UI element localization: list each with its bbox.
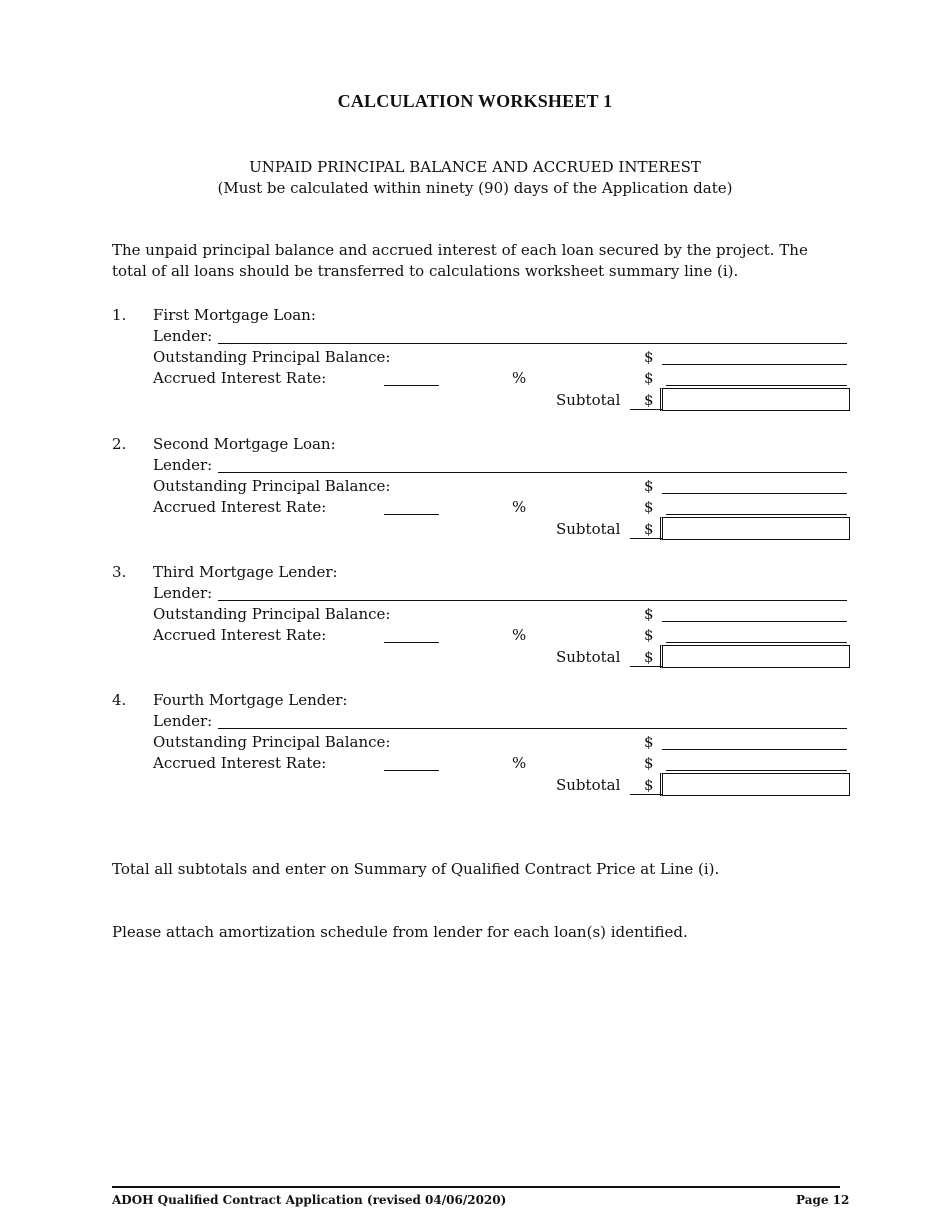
interest-amount-input-line[interactable] bbox=[666, 385, 847, 386]
interest-rate-input-line[interactable] bbox=[384, 770, 439, 771]
interest-rate-input-line[interactable] bbox=[384, 642, 439, 643]
loan-block-4 bbox=[0, 691, 950, 811]
loan-name: Fourth Mortgage Lender: bbox=[153, 691, 348, 709]
lender-label: Lender: bbox=[153, 327, 213, 345]
subtotal-underline bbox=[630, 538, 662, 539]
interest-rate-input-line[interactable] bbox=[384, 385, 439, 386]
percent-sign: % bbox=[512, 626, 527, 644]
subtotal-input-box[interactable] bbox=[660, 388, 850, 411]
principal-amount-input-line[interactable] bbox=[662, 749, 847, 750]
dollar-sign: $ bbox=[644, 348, 654, 366]
loan-number: 4. bbox=[112, 691, 127, 709]
dollar-sign: $ bbox=[644, 520, 654, 538]
accrued-interest-rate-label: Accrued Interest Rate: bbox=[153, 754, 327, 772]
loan-name: First Mortgage Loan: bbox=[153, 306, 316, 324]
outstanding-principal-label: Outstanding Principal Balance: bbox=[153, 348, 391, 366]
subtotal-input-box[interactable] bbox=[660, 517, 850, 540]
loan-block-2 bbox=[0, 435, 950, 555]
outstanding-principal-label: Outstanding Principal Balance: bbox=[153, 605, 391, 623]
percent-sign: % bbox=[512, 754, 527, 772]
dollar-sign: $ bbox=[644, 391, 654, 409]
lender-input-line[interactable] bbox=[218, 728, 847, 729]
dollar-sign: $ bbox=[644, 498, 654, 516]
outstanding-principal-label: Outstanding Principal Balance: bbox=[153, 477, 391, 495]
subtotal-label: Subtotal bbox=[556, 776, 621, 794]
principal-amount-input-line[interactable] bbox=[662, 493, 847, 494]
lender-input-line[interactable] bbox=[218, 472, 847, 473]
subtotal-input-box[interactable] bbox=[660, 645, 850, 668]
lender-label: Lender: bbox=[153, 456, 213, 474]
outstanding-principal-label: Outstanding Principal Balance: bbox=[153, 733, 391, 751]
intro-paragraph: The unpaid principal balance and accrued interest of each loan secured by the project. The total of all loans should be transferred to calculations worksheet summary line (i). bbox=[112, 241, 808, 280]
subtotal-label: Subtotal bbox=[556, 648, 621, 666]
loan-name: Second Mortgage Loan: bbox=[153, 435, 336, 453]
footer-document-title: ADOH Qualified Contract Application (revised 04/06/2020) bbox=[112, 1193, 507, 1207]
attachment-instruction: Please attach amortization schedule from lender for each loan(s) identified. bbox=[112, 923, 688, 941]
subtotal-underline bbox=[630, 794, 662, 795]
footer-rule bbox=[112, 1186, 840, 1188]
percent-sign: % bbox=[512, 498, 527, 516]
section-note: (Must be calculated within ninety (90) days of the Application date) bbox=[217, 179, 733, 197]
accrued-interest-rate-label: Accrued Interest Rate: bbox=[153, 498, 327, 516]
interest-amount-input-line[interactable] bbox=[666, 514, 847, 515]
section-subtitle: UNPAID PRINCIPAL BALANCE AND ACCRUED INTEREST bbox=[249, 158, 701, 176]
loan-number: 2. bbox=[112, 435, 127, 453]
interest-amount-input-line[interactable] bbox=[666, 770, 847, 771]
dollar-sign: $ bbox=[644, 754, 654, 772]
accrued-interest-rate-label: Accrued Interest Rate: bbox=[153, 626, 327, 644]
footer-page-number: Page 12 bbox=[796, 1193, 850, 1207]
dollar-sign: $ bbox=[644, 626, 654, 644]
loan-block-1 bbox=[0, 306, 950, 426]
interest-rate-input-line[interactable] bbox=[384, 514, 439, 515]
lender-label: Lender: bbox=[153, 712, 213, 730]
total-instruction: Total all subtotals and enter on Summary of Qualified Contract Price at Line (i). bbox=[112, 860, 720, 878]
principal-amount-input-line[interactable] bbox=[662, 621, 847, 622]
dollar-sign: $ bbox=[644, 733, 654, 751]
loan-block-3 bbox=[0, 563, 950, 683]
lender-input-line[interactable] bbox=[218, 343, 847, 344]
subtotal-label: Subtotal bbox=[556, 391, 621, 409]
interest-amount-input-line[interactable] bbox=[666, 642, 847, 643]
percent-sign: % bbox=[512, 369, 527, 387]
loan-number: 1. bbox=[112, 306, 127, 324]
dollar-sign: $ bbox=[644, 776, 654, 794]
lender-label: Lender: bbox=[153, 584, 213, 602]
dollar-sign: $ bbox=[644, 648, 654, 666]
lender-input-line[interactable] bbox=[218, 600, 847, 601]
page-title: CALCULATION WORKSHEET 1 bbox=[337, 91, 613, 111]
subtotal-underline bbox=[630, 409, 662, 410]
loan-name: Third Mortgage Lender: bbox=[153, 563, 338, 581]
dollar-sign: $ bbox=[644, 477, 654, 495]
loan-number: 3. bbox=[112, 563, 127, 581]
dollar-sign: $ bbox=[644, 605, 654, 623]
subtotal-underline bbox=[630, 666, 662, 667]
subtotal-input-box[interactable] bbox=[660, 773, 850, 796]
dollar-sign: $ bbox=[644, 369, 654, 387]
accrued-interest-rate-label: Accrued Interest Rate: bbox=[153, 369, 327, 387]
principal-amount-input-line[interactable] bbox=[662, 364, 847, 365]
subtotal-label: Subtotal bbox=[556, 520, 621, 538]
